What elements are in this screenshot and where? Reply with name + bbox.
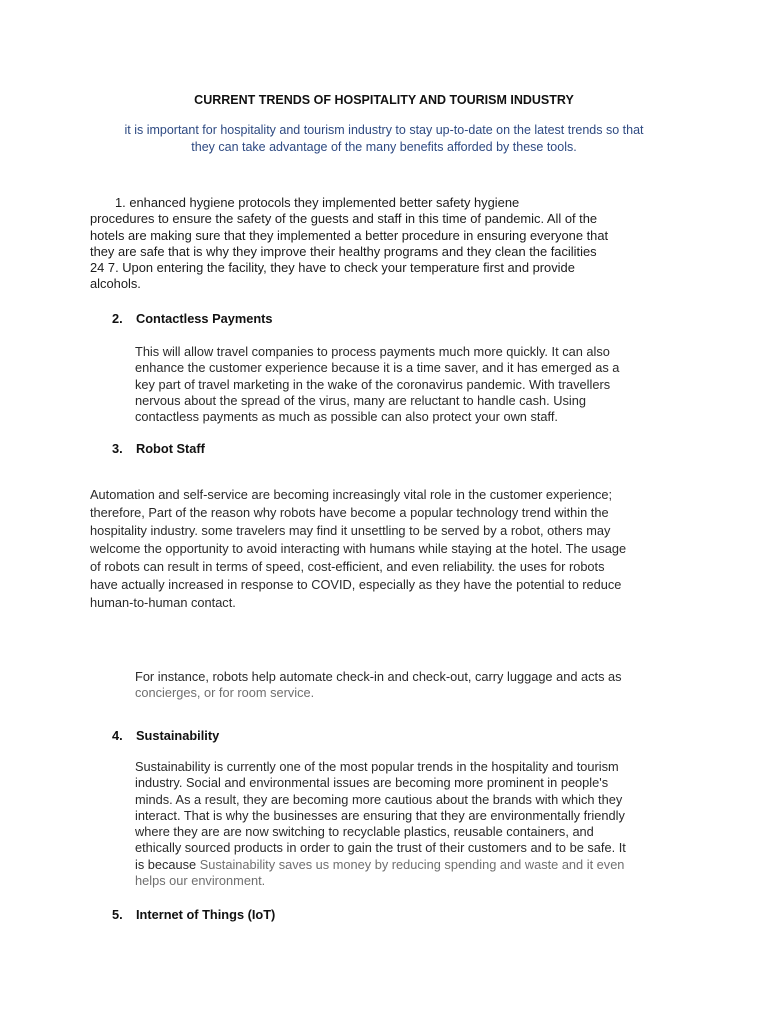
item3-line: human-to-human contact. [90,595,236,610]
item4-line: minds. As a result, they are becoming more cautious about the brands with which they [135,791,623,807]
item1-line: they are safe that is why they improve their healthy programs and they clean the facilities [90,243,597,259]
item2-line: contactless payments as much as possible can also protect your own staff. [135,409,558,425]
item4-paragraph [135,759,675,889]
item1-paragraph [90,195,686,293]
item3-example-paragraph [135,669,675,702]
item4-number: 4. [112,728,123,743]
item4-line-part: Sustainability saves us money by reducing spending and waste and it even [199,856,625,872]
item3-heading [112,441,205,456]
item3-line: welcome the opportunity to avoid interacting with humans while staying at the hotel. The usage [90,541,627,556]
item1-line: alcohols. [90,276,141,292]
item2-number: 2. [112,311,123,326]
item4-heading-text: Sustainability [136,728,220,743]
item2-paragraph [135,344,675,425]
item2-line: nervous about the spread of the virus, many are reluctant to handle cash. Using [135,392,586,408]
item4-line: Sustainability is currently one of the most popular trends in the hospitality and tourism [135,759,619,774]
item2-line: This will allow travel companies to process payments much more quickly. It can also [135,344,610,359]
item5-heading [112,907,275,922]
item1-line: 1. enhanced hygiene protocols they implemented better safety hygiene [115,195,520,210]
item5-number: 5. [112,907,123,922]
item2-line: enhance the customer experience because it is a time saver, and it has emerged as a [135,360,620,376]
item4-line: helps our environment. [135,873,266,889]
item3-number: 3. [112,441,123,456]
item4-line: interact. That is why the businesses are ensuring that they are environmentally friendly [135,807,625,823]
item1-line: 24 7. Upon entering the facility, they have to check your temperature first and provide [90,260,575,276]
subtitle-line: it is important for hospitality and tourism industry to stay up-to-date on the latest trends so that [124,123,644,137]
item3-line: of robots can result in terms of speed, cost-efficient, and even reliability. the uses for robots [90,559,605,574]
document-title: CURRENT TRENDS OF HOSPITALITY AND TOURISM INDUSTRY [194,93,574,107]
item3-line: have actually increased in response to COVID, especially as they have the potential to reduce [90,577,622,592]
item1-line: procedures to ensure the safety of the guests and staff in this time of pandemic. All of the [90,211,598,227]
item4-line [135,857,675,873]
example-line: For instance, robots help automate check-in and check-out, carry luggage and acts as [135,669,622,684]
item3-line: Automation and self-service are becoming increasingly vital role in the customer experience; [90,487,613,502]
item1-line: hotels are making sure that they implemented a better procedure in ensuring everyone that [90,227,609,243]
example-line: concierges, or for room service. [135,685,315,701]
item2-heading [112,311,273,326]
item4-heading [112,728,219,743]
item3-heading-text: Robot Staff [136,441,205,456]
item4-line-part: is because [135,856,200,872]
item3-line: therefore, Part of the reason why robots have become a popular technology trend within the [90,505,609,520]
item3-paragraph [90,486,686,612]
item4-line: where they are are now switching to recyclable plastics, reusable containers, and [135,824,594,840]
item2-heading-text: Contactless Payments [136,311,273,326]
document-subtitle [84,122,684,156]
item5-heading-text: Internet of Things (IoT) [136,907,276,922]
item4-line: ethically sourced products in order to gain the trust of their customers and to be safe. It [135,840,626,856]
subtitle-line: they can take advantage of the many benefits afforded by these tools. [191,140,577,154]
item3-line: hospitality industry. some travelers may find it unsettling to be served by a robot, others may [90,523,611,538]
item2-line: key part of travel marketing in the wake of the coronavirus pandemic. With travellers [135,376,611,392]
item4-line: industry. Social and environmental issues are becoming more prominent in people's [135,775,609,791]
